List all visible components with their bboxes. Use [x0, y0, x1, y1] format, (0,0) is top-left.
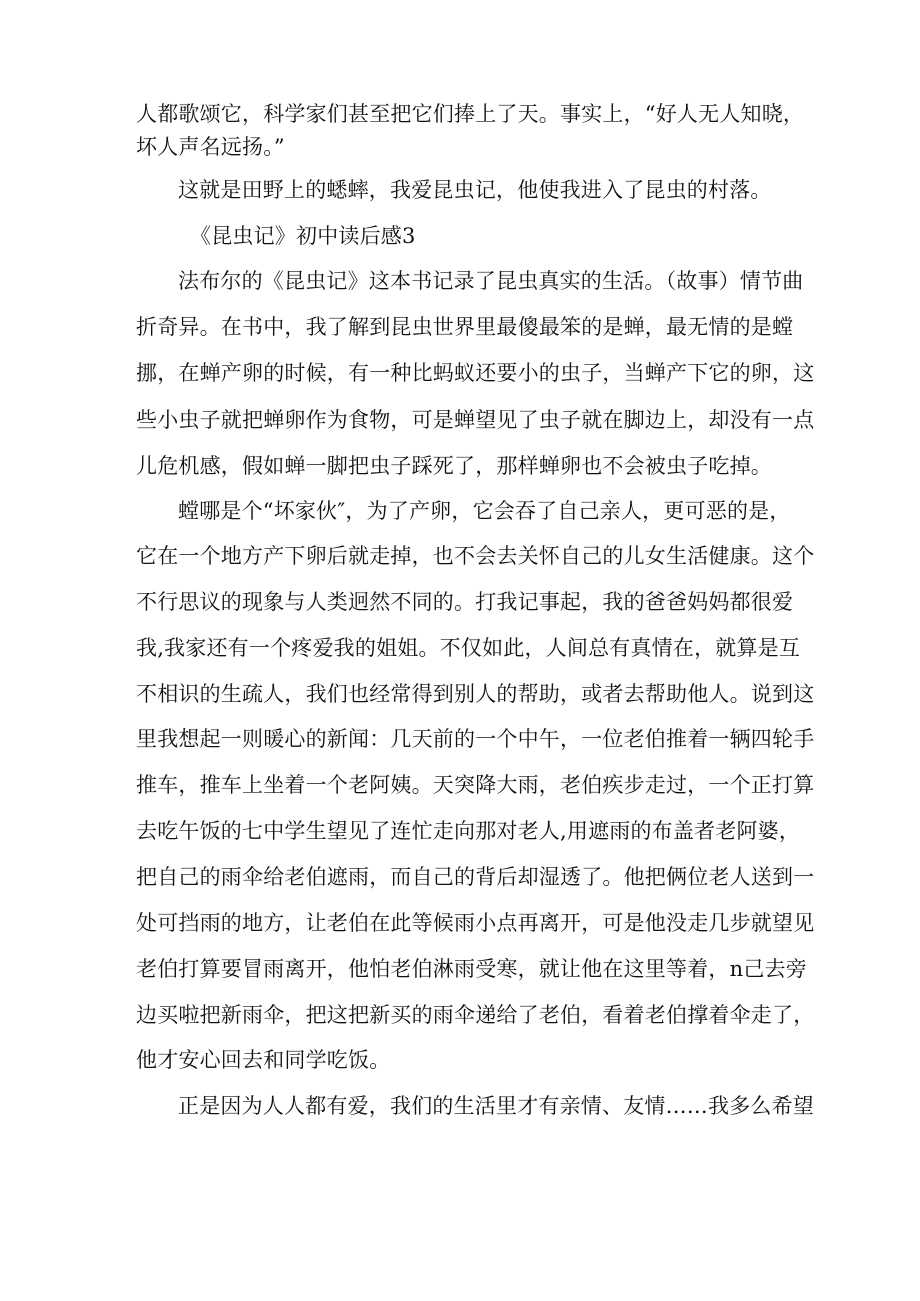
text-line: 挪，在蝉产卵的时候，有一种比蚂蚁还要小的虫子，当蝉产下它的卵，这: [136, 361, 815, 385]
text-line: 它在一个地方产下卵后就走掉，也不会去关怀自己的儿女生活健康。这个: [136, 544, 815, 568]
text-line: 里我想起一则暖心的新闻：几天前的一个中午，一位老伯推着一辆四轮手: [136, 727, 815, 751]
text-line: 法布尔的《昆虫记》这本书记录了昆虫真实的生活。（故事）情节曲: [178, 269, 804, 293]
text-line: 正是因为人人都有爱，我们的生活里才有亲情、友情……我多么希望: [178, 1094, 814, 1118]
text-line: 螳哪是个“坏家伙″，为了产卵，它会吞了自己亲人，更可恶的是，: [178, 499, 791, 523]
text-line: 坏人声名远扬。”: [136, 135, 285, 159]
text-line: 这就是田野上的蟋蟀，我爱昆虫记，他使我进入了昆虫的村落。: [178, 178, 772, 202]
text-line: 不相识的生疏人，我们也经常得到别人的帮助，或者去帮助他人。说到这: [136, 682, 815, 706]
text-line: 折奇异。在书中，我了解到昆虫世界里最傻最笨的是蝉，最无情的是螳: [136, 315, 794, 339]
text-line: 儿危机感，假如蝉一脚把虫子踩死了，那样蝉卵也不会被虫子吃掉。: [136, 454, 772, 478]
text-line: 他才安心回去和同学吃饭。: [136, 1048, 391, 1072]
text-line: 边买啦把新雨伞，把这把新买的雨伞递给了老伯，看着老伯撑着伞走了，: [136, 1003, 815, 1027]
text-line: 人都歌颂它，科学家们甚至把它们捧上了天。事实上，“好人无人知晓，: [136, 102, 805, 126]
text-line: 老伯打算要冒雨离开，他怕老伯淋雨受寒，就让他在这里等着，n己去旁: [136, 957, 807, 981]
section-title: 《昆虫记》初中读后感3: [190, 224, 416, 248]
text-line: 我,我家还有一个疼爱我的姐姐。不仅如此，人间总有真情在，就算是互: [136, 636, 801, 660]
text-line: 推车，推车上坐着一个老阿姨。天突降大雨，老伯疾步走过，一个正打算: [136, 773, 815, 797]
text-line: 处可挡雨的地方，让老伯在此等候雨小点再离开，可是他没走几步就望见: [136, 911, 815, 935]
text-line: 把自己的雨伞给老伯遮雨，而自己的背后却湿透了。他把俩位老人送到一: [136, 865, 815, 889]
text-line: 去吃午饭的七中学生望见了连忙走向那对老人,用遮雨的布盖者老阿婆，: [136, 819, 801, 843]
text-line: 不行思议的现象与人类迥然不同的。打我记事起，我的爸爸妈妈都很爱: [136, 590, 794, 614]
text-line: 些小虫子就把蝉卵作为食物，可是蝉望见了虫子就在脚边上，却没有一点: [136, 408, 815, 432]
